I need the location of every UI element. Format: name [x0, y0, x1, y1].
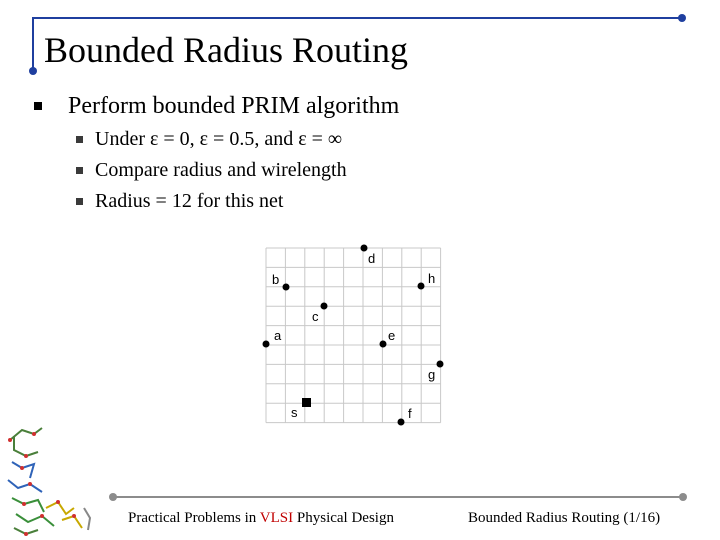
bullet-square-icon: [34, 102, 42, 110]
pin-a: [263, 341, 270, 348]
pin-label-f: f: [408, 406, 412, 421]
sub-bullet-3: [76, 187, 284, 215]
footer-slide-number: Bounded Radius Routing (1/16): [468, 510, 661, 526]
pin-d: [361, 245, 368, 252]
footer-course-prefix: Practical Problems in: [128, 510, 260, 526]
footer-course-title: [128, 508, 394, 528]
pin-label-g: g: [428, 367, 436, 382]
pin-b: [283, 284, 290, 291]
bullet-main-text: Perform bounded PRIM algorithm: [68, 92, 400, 119]
pin-label-h: h: [428, 271, 436, 286]
pin-label-b: b: [272, 272, 280, 287]
sub-bullet-text: Under ε = 0, ε = 0.5, and ε = ∞: [95, 127, 343, 150]
bullet-main: [34, 92, 399, 120]
pin-e: [380, 341, 387, 348]
pin-label-e: e: [388, 328, 396, 343]
footer-course-highlight: VLSI: [259, 510, 294, 526]
title-frame-top-line: [33, 17, 682, 19]
pin-g: [437, 361, 444, 368]
sub-bullet-square-icon: [76, 198, 83, 205]
pin-label-c: c: [312, 309, 319, 324]
sub-bullet-square-icon: [76, 167, 83, 174]
pin-label-s: s: [291, 405, 298, 420]
pin-label-a: a: [274, 328, 282, 343]
logo-icon: [4, 422, 104, 540]
slide-title: Bounded Radius Routing: [44, 30, 409, 70]
net-diagram: [258, 240, 448, 430]
pin-s-source: [302, 398, 311, 407]
footer-rule-dot-left: [109, 493, 117, 501]
sub-bullet-2: [76, 156, 347, 184]
title-frame-left-line: [32, 17, 34, 71]
pin-h: [418, 283, 425, 290]
sub-bullet-1: [76, 125, 342, 153]
sub-bullet-text: Compare radius and wirelength: [95, 158, 347, 181]
title-frame-dot-top-right: [678, 14, 686, 22]
pin-c: [321, 303, 328, 310]
routing-grid: [266, 248, 441, 423]
footer-rule: [113, 496, 683, 498]
footer-course-suffix: Physical Design: [293, 510, 394, 526]
pin-label-d: d: [368, 251, 376, 266]
sub-bullet-square-icon: [76, 136, 83, 143]
footer-rule-dot-right: [679, 493, 687, 501]
title-frame-dot-bottom-left: [29, 67, 37, 75]
pin-f: [398, 419, 405, 426]
sub-bullet-text: Radius = 12 for this net: [95, 189, 284, 212]
